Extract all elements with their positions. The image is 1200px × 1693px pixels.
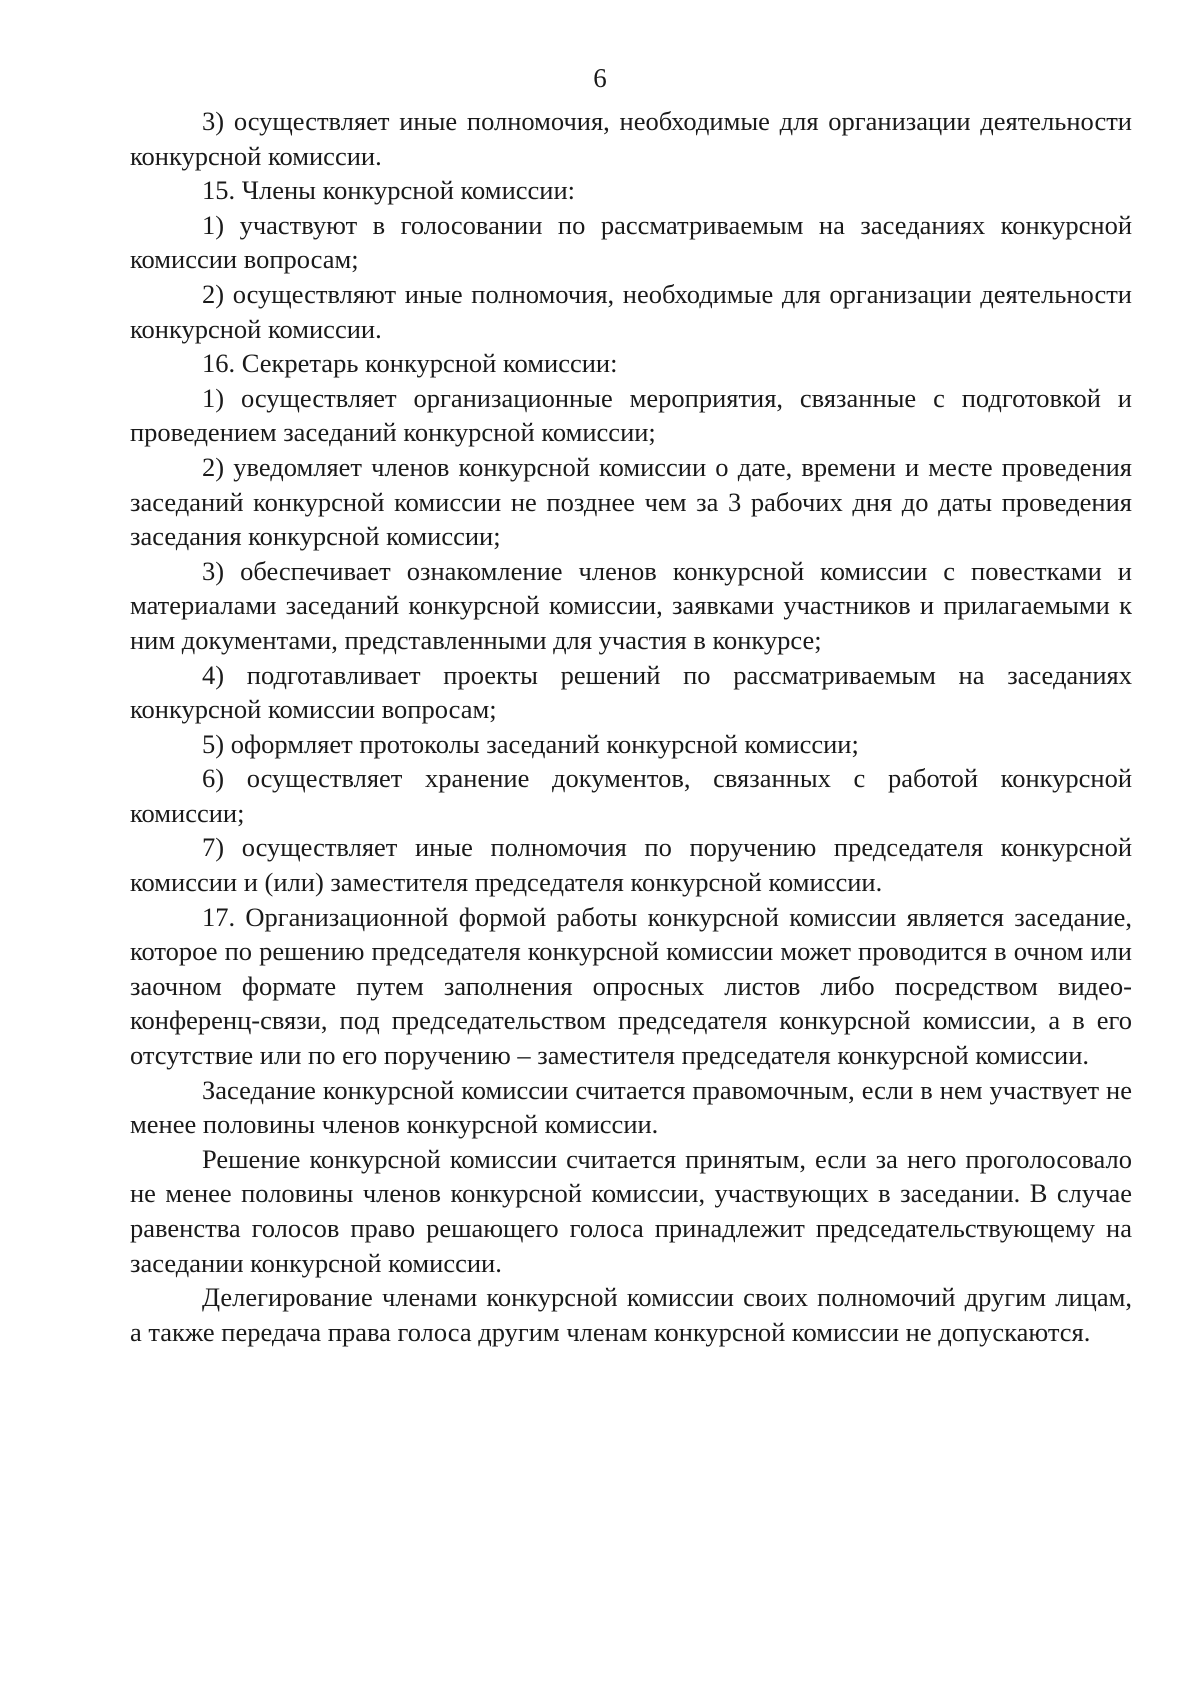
paragraph-item-15-1: 1) участвуют в голосовании по рассматриваемым на заседаниях конкурсной комиссии вопросам; (130, 209, 1132, 275)
paragraph-decision: Решение конкурсной комиссии считается принятым, если за него проголосовало не менее половины членов конкурсной комиссии, участвующих в заседании. В случае равенства голосов право решающего голоса принадлежит председательствующему на заседании конкурсной комиссии. (130, 1143, 1132, 1278)
paragraph-quorum: Заседание конкурсной комиссии считается правомочным, если в нем участвует не менее половины членов конкурсной комиссии. (130, 1074, 1132, 1140)
paragraph-item-16-7: 7) осуществляет иные полномочия по поручению председателя конкурсной комиссии и (или) заместителя председателя конкурсной комиссии. (130, 832, 1132, 898)
paragraph-section-17: 17. Организационной формой работы конкурсной комиссии является заседание, которое по решению председателя конкурсной комиссии может проводится в очном или заочном формате путем заполнения опросных листов либо посредством видео-конференц-связи, под председательством председателя конкурсной комиссии, а в его отсутствие или по его поручению – заместителя председателя конкурсной комиссии. (130, 901, 1132, 1071)
section-heading-15: 15. Члены конкурсной комиссии: (202, 175, 576, 206)
paragraph-item-14-3: 3) осуществляет иные полномочия, необходимые для организации деятельности конкурсной комиссии. (130, 106, 1132, 171)
paragraph-item-16-3: 3) обеспечивает ознакомление членов конкурсной комиссии с повестками и материалами заседаний конкурсной комиссии, заявками участников и прилагаемыми к ним документами, представленными для участия в конкурсе; (130, 555, 1132, 655)
page-number: 6 (593, 63, 607, 93)
paragraph-item-15-2: 2) осуществляют иные полномочия, необходимые для организации деятельности конкурсной комиссии. (130, 278, 1132, 344)
paragraph-item-16-4: 4) подготавливает проекты решений по рассматриваемым на заседаниях конкурсной комиссии вопросам; (130, 659, 1132, 725)
paragraph-item-16-5: 5) оформляет протоколы заседаний конкурсной комиссии; (202, 728, 859, 759)
paragraph-item-16-6: 6) осуществляет хранение документов, связанных с работой конкурсной комиссии; (130, 763, 1132, 828)
document-body (130, 104, 1132, 1349)
paragraph-delegation: Делегирование членами конкурсной комиссии своих полномочий другим лицам, а также передача права голоса другим членам конкурсной комиссии не допускаются. (130, 1282, 1132, 1347)
section-heading-16: 16. Секретарь конкурсной комиссии: (202, 348, 618, 379)
paragraph-item-16-2: 2) уведомляет членов конкурсной комиссии о дате, времени и месте проведения заседаний конкурсной комиссии не позднее чем за 3 рабочих дня до даты проведения заседания конкурсной комиссии; (130, 451, 1132, 552)
paragraph-item-16-1: 1) осуществляет организационные мероприятия, связанные с подготовкой и проведением заседаний конкурсной комиссии; (130, 382, 1132, 448)
